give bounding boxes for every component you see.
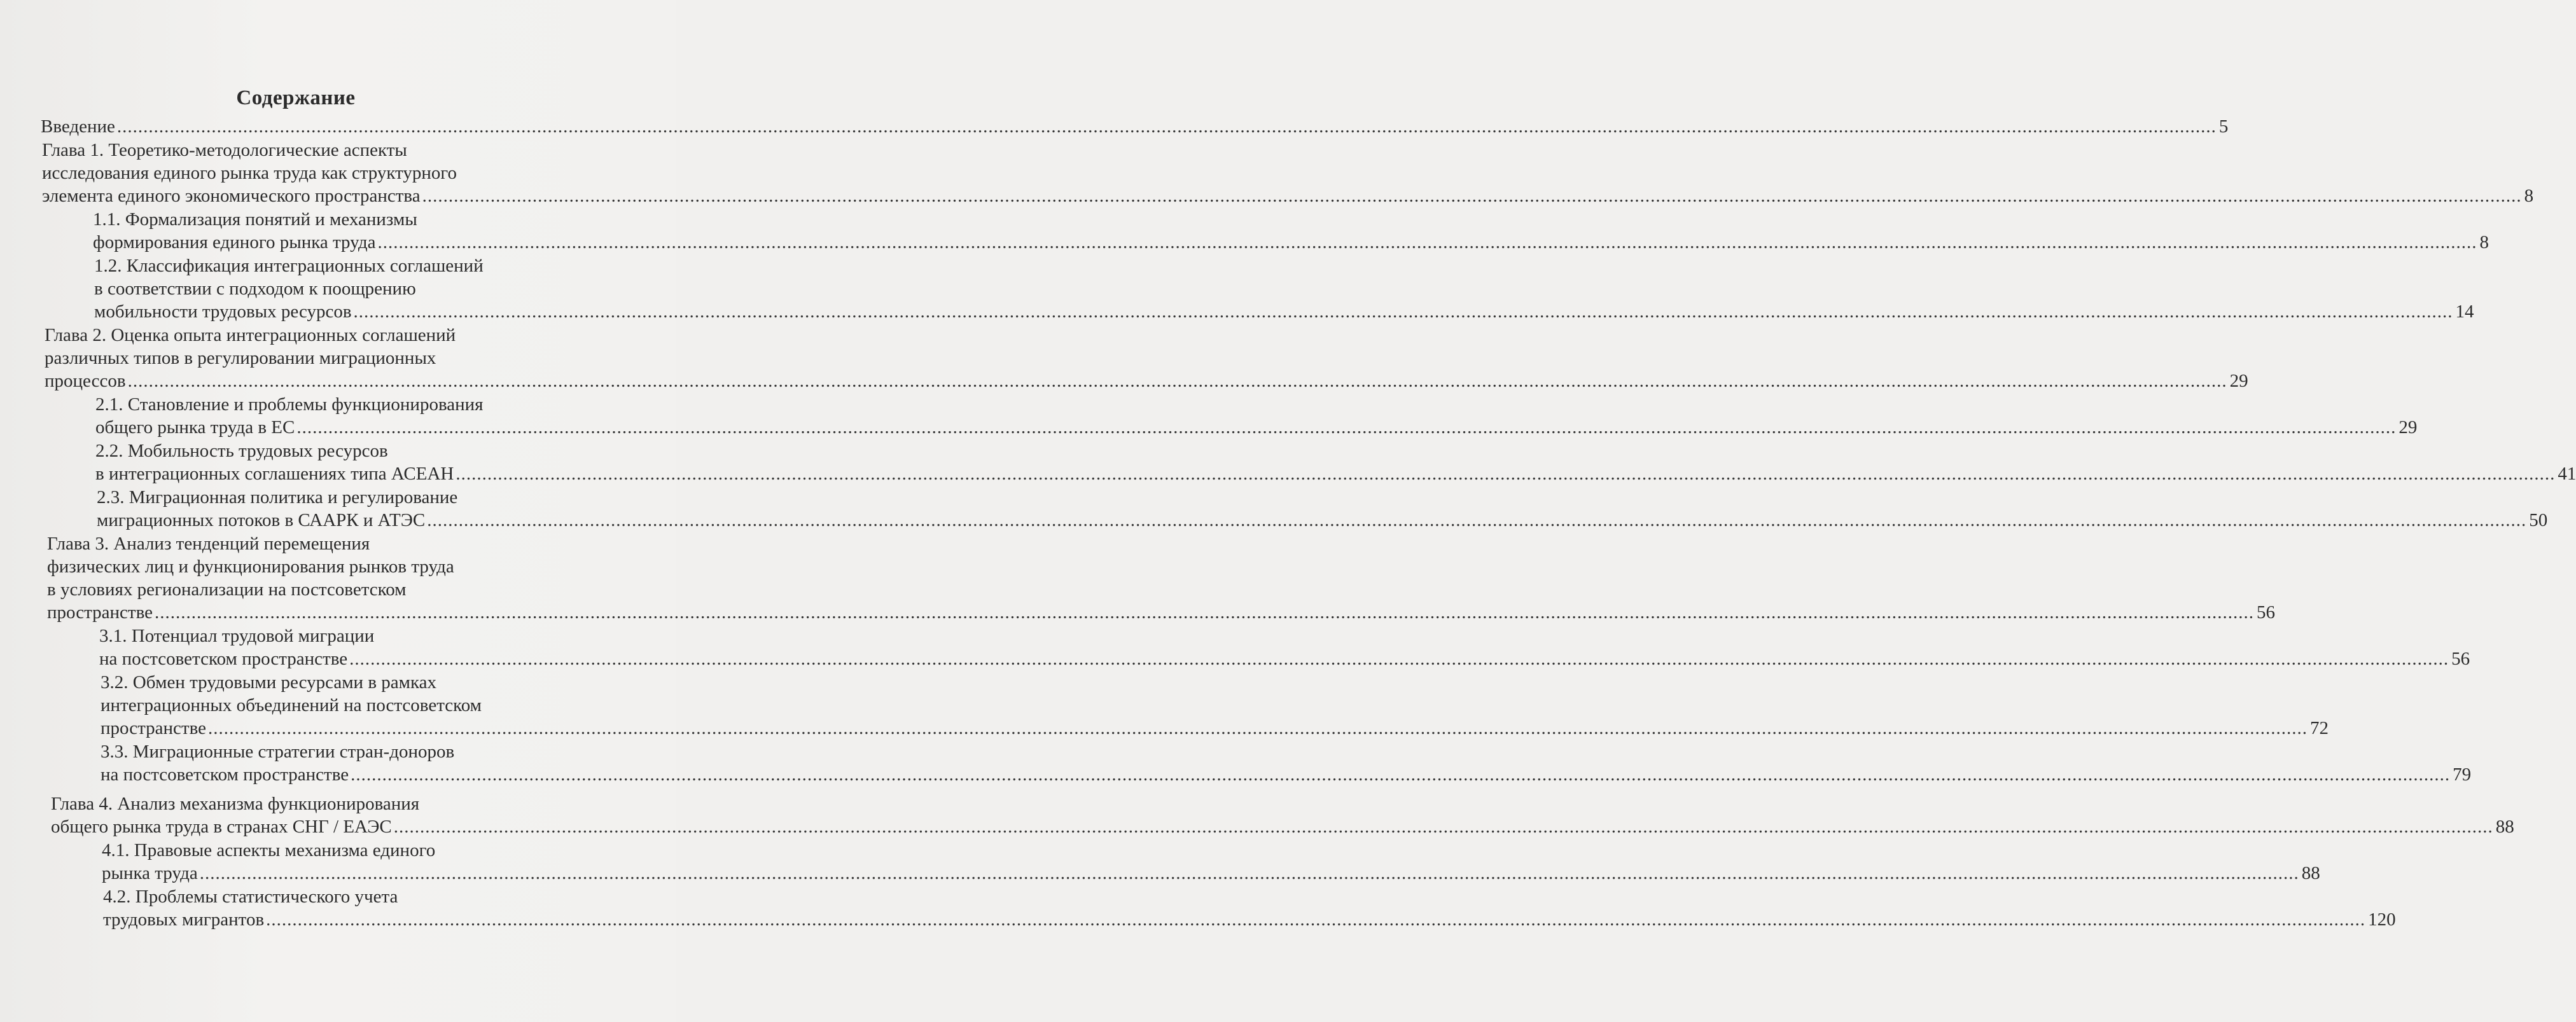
page-number: 88 <box>2495 817 2514 837</box>
toc-entry-line: различных типов в регулировании миграционных <box>45 348 436 368</box>
page-number: 79 <box>2453 764 2472 785</box>
toc-entry <box>101 740 2472 786</box>
toc-entry-line: общего рынка труда в странах СНГ / ЕАЭС <box>51 817 392 837</box>
toc-entry-last-line <box>42 184 2534 207</box>
dot-leader: ................................................................................................................................................................................................................................................................................................................................................................................................................ <box>377 232 2477 252</box>
toc-entry-last-line <box>101 763 2472 786</box>
toc-entry-line: Введение <box>41 116 115 137</box>
page-number: 29 <box>2398 417 2418 438</box>
toc-entry-line: 3.3. Миграционные стратегии стран-доноров <box>101 742 455 762</box>
toc-entry-line: 3.2. Обмен трудовыми ресурсами в рамках <box>101 672 437 693</box>
page-number: 72 <box>2309 718 2329 738</box>
toc-entry-line: Глава 2. Оценка опыта интеграционных соглашений <box>45 325 456 345</box>
toc-entry <box>103 885 2396 931</box>
toc-entry-last-line <box>95 462 2576 485</box>
toc-entry-line: пространстве <box>101 718 206 738</box>
toc-entry <box>97 486 2548 532</box>
toc-entry-line: Глава 1. Теоретико-методологические аспекты <box>42 140 407 160</box>
toc-entry <box>95 393 2418 439</box>
dot-leader: ................................................................................................................................................................................................................................................................................................................................................................................................................ <box>154 602 2254 623</box>
toc-entry-line: рынка труда <box>102 863 198 883</box>
toc-entry-last-line <box>101 717 2329 740</box>
toc-entry-line: миграционных потоков в СААРК и АТЭС <box>97 510 426 530</box>
dot-leader: ................................................................................................................................................................................................................................................................................................................................................................................................................ <box>393 817 2493 837</box>
toc-entry-line: пространстве <box>47 602 153 623</box>
toc-entry-line: формирования единого рынка труда <box>93 232 376 252</box>
toc-entry-last-line <box>93 231 2489 254</box>
dot-leader: ................................................................................................................................................................................................................................................................................................................................................................................................................ <box>456 464 2556 484</box>
toc-entry-line: трудовых мигрантов <box>103 909 265 930</box>
dot-leader: ................................................................................................................................................................................................................................................................................................................................................................................................................ <box>351 764 2451 785</box>
dot-leader: ................................................................................................................................................................................................................................................................................................................................................................................................................ <box>353 301 2453 322</box>
page-number: 56 <box>2256 602 2275 623</box>
toc-entry-line: 2.1. Становление и проблемы функционирования <box>95 394 484 415</box>
toc-entry-line: на постсоветском пространстве <box>101 764 349 785</box>
toc-entry <box>42 139 2534 207</box>
toc-entry-last-line <box>102 862 2320 885</box>
toc-entry <box>95 439 2576 485</box>
toc-entry <box>101 671 2329 740</box>
toc-entry-line: Глава 3. Анализ тенденций перемещения <box>47 534 370 554</box>
toc-entry <box>47 532 2275 624</box>
toc-entry <box>99 625 2470 670</box>
toc-entry-last-line <box>45 369 2248 392</box>
toc-entry-line: 4.2. Проблемы статистического учета <box>103 887 398 907</box>
toc-entry-last-line <box>95 416 2418 439</box>
dot-leader: ................................................................................................................................................................................................................................................................................................................................................................................................................ <box>199 863 2299 883</box>
toc-entry-last-line <box>51 815 2514 838</box>
toc-entry-line: мобильности трудовых ресурсов <box>94 301 352 322</box>
toc-entry-line: 1.2. Классификация интеграционных соглашений <box>94 256 484 276</box>
page-number: 50 <box>2529 510 2548 530</box>
page-number: 120 <box>2368 909 2396 930</box>
dot-leader: ................................................................................................................................................................................................................................................................................................................................................................................................................ <box>296 417 2397 438</box>
dot-leader: ................................................................................................................................................................................................................................................................................................................................................................................................................ <box>207 718 2308 738</box>
toc-entry-line: в интеграционных соглашениях типа АСЕАН <box>95 464 454 484</box>
toc-entry-line: 2.2. Мобильность трудовых ресурсов <box>95 441 388 461</box>
toc-entry-last-line <box>41 115 2229 138</box>
toc-entry-line: физических лиц и функционирования рынков труда <box>47 556 454 577</box>
page-number: 5 <box>2218 116 2229 137</box>
dot-leader: ................................................................................................................................................................................................................................................................................................................................................................................................................ <box>427 510 2527 530</box>
toc-entry-line: элемента единого экономического пространства <box>42 186 421 206</box>
toc-entry-line: в условиях регионализации на постсоветском <box>47 579 407 600</box>
toc-entry-line: процессов <box>45 371 126 391</box>
toc-entry-last-line <box>97 509 2548 532</box>
toc-entry-line: 4.1. Правовые аспекты механизма единого <box>102 840 436 860</box>
toc-entry-line: на постсоветском пространстве <box>99 649 348 669</box>
toc-entry <box>41 115 2229 138</box>
page-number: 8 <box>2479 232 2489 252</box>
toc-entry-line: 1.1. Формализация понятий и механизмы <box>93 209 417 230</box>
toc-entry-line: 2.3. Миграционная политика и регулирование <box>97 487 458 508</box>
toc-entry-line: 3.1. Потенциал трудовой миграции <box>99 626 375 646</box>
dot-leader: ................................................................................................................................................................................................................................................................................................................................................................................................................ <box>127 371 2227 391</box>
toc-entry <box>51 792 2514 838</box>
toc-entry-line: в соответствии с подходом к поощрению <box>94 279 416 299</box>
page-number: 41 <box>2558 464 2576 484</box>
toc-entry-last-line <box>103 908 2396 931</box>
page-number: 56 <box>2451 649 2470 669</box>
toc-entry-last-line <box>47 601 2275 624</box>
page-number: 88 <box>2301 863 2320 883</box>
dot-leader: ................................................................................................................................................................................................................................................................................................................................................................................................................ <box>422 186 2522 206</box>
page-number: 8 <box>2524 186 2534 206</box>
toc-entry-line: Глава 4. Анализ механизма функционирования <box>51 794 420 814</box>
table-of-contents <box>0 115 2576 931</box>
toc-entry-line: исследования единого рынка труда как структурного <box>42 163 457 183</box>
toc-entry <box>93 208 2489 254</box>
toc-entry <box>45 324 2248 392</box>
page-title: Содержание <box>236 86 356 109</box>
dot-leader: ................................................................................................................................................................................................................................................................................................................................................................................................................ <box>116 116 2217 137</box>
toc-entry-line: интеграционных объединений на постсоветском <box>101 695 482 715</box>
dot-leader: ................................................................................................................................................................................................................................................................................................................................................................................................................ <box>266 909 2366 930</box>
toc-entry-last-line <box>94 300 2474 323</box>
page-number: 29 <box>2229 371 2248 391</box>
toc-entry-line: общего рынка труда в ЕС <box>95 417 295 438</box>
dot-leader: ................................................................................................................................................................................................................................................................................................................................................................................................................ <box>349 649 2449 669</box>
toc-entry-last-line <box>99 647 2470 670</box>
page-number: 14 <box>2455 301 2474 322</box>
toc-entry <box>102 839 2320 885</box>
toc-entry <box>94 254 2474 323</box>
